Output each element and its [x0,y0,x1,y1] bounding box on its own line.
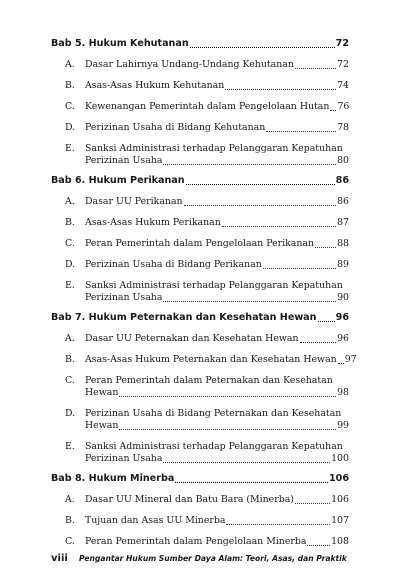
chapter-heading [51,175,349,187]
chapter-heading [51,312,349,324]
entry-line-text: Dasar UU Mineral dan Batu Bara (Minerba) [85,494,294,505]
dot-leader [307,544,330,546]
toc-entry [51,408,349,432]
entry-line-page: 108 [331,536,349,547]
entry-letter: B. [65,354,75,365]
entry-line-page: 86 [337,196,349,207]
toc-entry [51,280,349,304]
toc-entry [51,259,349,271]
entry-letter: C. [65,536,75,547]
entry-line [85,259,349,271]
entry-line-text: Perizinan Usaha di Bidang Perikanan [85,259,262,270]
entry-letter: A. [65,494,75,505]
dot-leader [163,300,336,302]
dot-leader [338,362,344,364]
dot-leader [295,502,330,504]
entry-body [85,494,349,506]
toc-entry [51,143,349,167]
dot-leader [226,523,330,525]
entry-line-text: Peran Pemerintah dalam Pengelolaan Perikanan [85,238,315,249]
entry-line-page: 74 [337,80,349,91]
toc-entry [51,515,349,527]
entry-body [85,408,349,432]
toc-entry [51,375,349,399]
entry-text-line1: Sanksi Administrasi terhadap Pelanggaran Kepatuhan [85,143,343,154]
entry-line [85,292,349,304]
chapter-heading-text: Bab 6. Hukum Perikanan [51,175,185,186]
entry-line [85,155,349,167]
entry-body [85,122,349,134]
entry-letter: E. [65,143,75,154]
entry-line-page: 88 [337,238,349,249]
entry-line [85,494,349,506]
entry-body [85,441,349,465]
chapter-heading [51,473,349,485]
entry-body [85,536,349,548]
entry-body [85,238,349,250]
entry-letter: D. [65,122,76,133]
entry-line-text: Hewan [85,387,119,398]
footer-page-number: viii [51,553,68,564]
toc-entry [51,59,349,71]
table-of-contents [51,38,357,548]
dot-leader [222,225,336,227]
chapter-heading-text: Bab 8. Hukum Minerba [51,473,175,484]
entry-line-text: Perizinan Usaha di Bidang Kehutanan [85,122,266,133]
entry-line-text: Hewan [85,420,119,431]
entry-line-text: Perizinan Usaha [85,292,163,303]
toc-entry [51,122,349,134]
toc-entry [51,494,349,506]
chapter-heading-page: 72 [335,38,349,49]
entry-line-page: 97 [344,354,357,365]
entry-line-text: Asas-Asas Hukum Perikanan [85,217,221,228]
entry-line-text: Dasar UU Peternakan dan Kesehatan Hewan [85,333,299,344]
entry-letter: A. [65,196,75,207]
toc-entry [51,536,349,548]
dot-leader [300,341,337,343]
entry-letter: B. [65,515,75,526]
entry-line [85,515,349,527]
entry-line-page: 89 [337,259,349,270]
toc-entry [51,441,349,465]
dot-leader [330,109,336,111]
toc-entry [51,196,349,208]
dot-leader [266,130,336,132]
entry-letter: C. [65,375,75,386]
chapter-heading [51,38,349,50]
entry-letter: E. [65,280,75,291]
entry-line-text: Kewenangan Pemerintah dalam Pengelolaan Hutan [85,101,330,112]
entry-line-page: 100 [331,453,349,464]
chapter-heading-page: 106 [328,473,349,484]
entry-line-page: 87 [337,217,349,228]
entry-line [85,536,349,548]
dot-leader [315,246,336,248]
entry-text-line1: Peran Pemerintah dalam Peternakan dan Kesehatan [85,375,333,386]
entry-line-page: 96 [337,333,349,344]
entry-line-page: 72 [337,59,349,70]
entry-letter: E. [65,441,75,452]
entry-body [85,280,349,304]
entry-line-text: Asas-Asas Hukum Peternakan dan Kesehatan Hewan [85,354,337,365]
dot-leader [263,267,336,269]
entry-body [85,196,349,208]
entry-line [85,196,349,208]
entry-line-text: Dasar Lahirnya Undang-Undang Kehutanan [85,59,294,70]
entry-line [85,387,349,399]
entry-line-text: Perizinan Usaha [85,155,163,166]
entry-line [85,354,357,366]
chapter-heading-page: 86 [335,175,349,186]
entry-line-page: 76 [337,101,350,112]
entry-line-page: 107 [331,515,349,526]
toc-entry [51,80,349,92]
entry-line-page: 78 [337,122,349,133]
dot-leader [119,428,336,430]
toc-entry [51,238,349,250]
entry-line-page: 99 [337,420,349,431]
entry-line [85,101,349,113]
entry-text-line1: Sanksi Administrasi terhadap Pelanggaran Kepatuhan [85,441,343,452]
dot-leader [119,395,336,397]
entry-line-text: Peran Pemerintah dalam Pengelolaan Minerba [85,536,307,547]
entry-body [85,80,349,92]
dot-leader [175,481,328,483]
entry-line-page: 80 [337,155,349,166]
entry-line [85,122,349,134]
dot-leader [184,204,336,206]
entry-body [85,333,349,345]
entry-line [85,238,349,250]
entry-line [85,59,349,71]
dot-leader [163,163,336,165]
entry-body [85,354,357,366]
entry-line [85,453,349,465]
entry-body [85,217,349,229]
entry-text-line1: Sanksi Administrasi terhadap Pelanggaran Kepatuhan [85,280,343,291]
dot-leader [163,461,330,463]
entry-letter: A. [65,59,75,70]
entry-line [85,80,349,92]
toc-entry [51,101,349,113]
entry-letter: B. [65,80,75,91]
chapter-heading-text: Bab 5. Hukum Kehutanan [51,38,189,49]
page-footer [51,553,351,564]
entry-line [85,333,349,345]
entry-line-text: Dasar UU Perikanan [85,196,183,207]
entry-body [85,143,349,167]
entry-letter: D. [65,259,76,270]
entry-body [85,375,349,399]
entry-letter: B. [65,217,75,228]
entry-line [85,420,349,432]
entry-text-line1: Perizinan Usaha di Bidang Peternakan dan Kesehatan [85,408,342,419]
entry-line-page: 106 [331,494,349,505]
entry-line-text: Tujuan dan Asas UU Minerba [85,515,226,526]
chapter-heading-text: Bab 7. Hukum Peternakan dan Kesehatan Hewan [51,312,317,323]
entry-letter: D. [65,408,76,419]
dot-leader [190,46,335,48]
entry-line-text: Perizinan Usaha [85,453,163,464]
entry-body [85,259,349,271]
dot-leader [186,183,335,185]
entry-line-text: Asas-Asas Hukum Kehutanan [85,80,225,91]
footer-book-title: Pengantar Hukum Sumber Daya Alam: Teori, Asas, dan Praktik [79,554,347,563]
toc-entry [51,217,349,229]
chapter-heading-page: 96 [335,312,349,323]
dot-leader [295,67,336,69]
toc-entry [51,333,349,345]
entry-body [85,515,349,527]
entry-letter: A. [65,333,75,344]
dot-leader [318,320,335,322]
entry-body [85,101,349,113]
entry-letter: C. [65,238,75,249]
toc-entry [51,354,357,366]
entry-line-page: 98 [337,387,349,398]
entry-body [85,59,349,71]
entry-line [85,217,349,229]
entry-line-page: 90 [337,292,349,303]
dot-leader [225,88,336,90]
entry-letter: C. [65,101,75,112]
